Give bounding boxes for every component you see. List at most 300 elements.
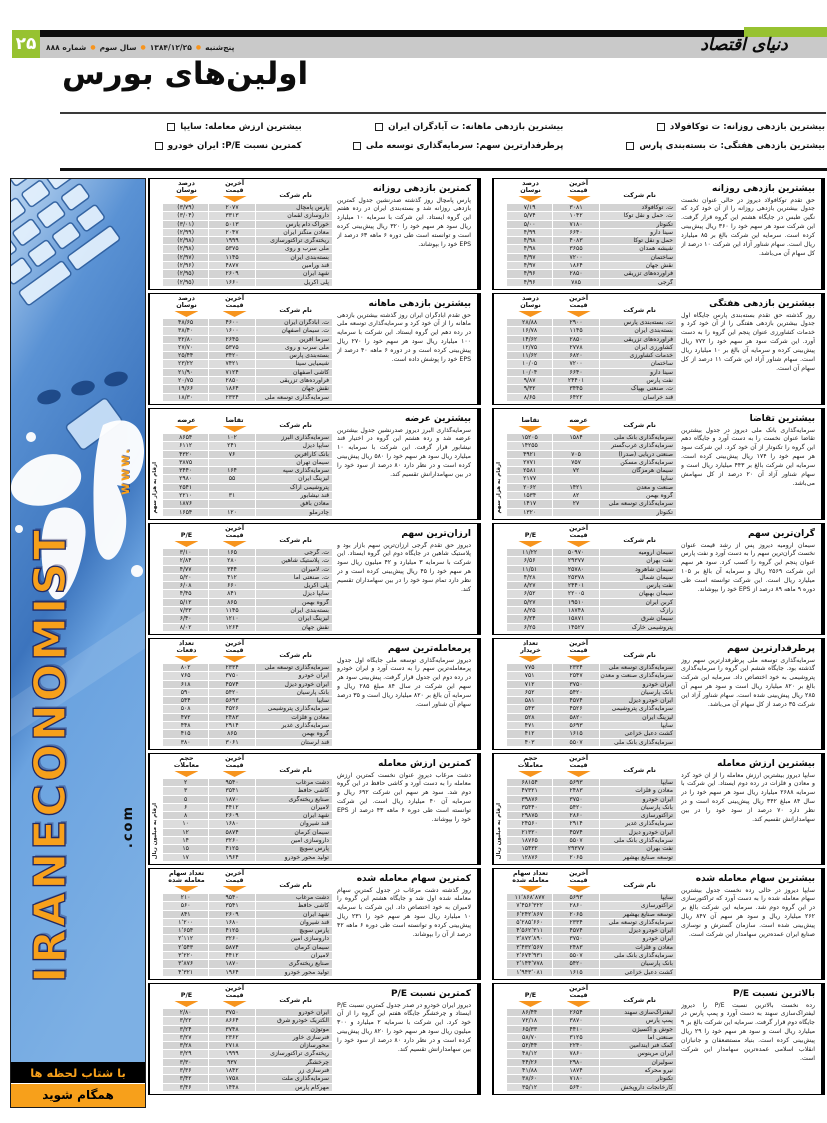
column-header-company: نام شرکت xyxy=(623,651,656,660)
company-name-cell: فنرسازی خاور xyxy=(256,1034,332,1041)
value-cell: ۴/۹۸ xyxy=(507,245,552,252)
value-cell xyxy=(209,459,254,466)
value-cell: (۲/۹۵) xyxy=(163,270,208,277)
value-cell: ۳/۲۲ xyxy=(163,1017,208,1024)
company-name-cell: سرمایه‌گذاری غدیر xyxy=(256,722,332,729)
company-name-cell: بانک پارسیان xyxy=(256,689,332,696)
table-row xyxy=(163,812,332,819)
value-cell: ۴/۹۸ xyxy=(507,237,552,244)
unit-note: ارقام به میلیون ریال xyxy=(496,802,502,859)
value-cell: ۲۹۱۴ xyxy=(553,820,598,827)
company-name-cell: گروه بهمن xyxy=(256,599,332,606)
company-name-cell: ایران خودرو دیزل xyxy=(600,697,676,704)
company-name-cell: سرمایه‌گذاری توسعه ملی xyxy=(256,664,332,671)
value-cell: ۱۴ xyxy=(163,837,208,844)
block-commentary xyxy=(679,639,821,749)
value-cell: ۷۱۲ xyxy=(507,681,552,688)
table-body xyxy=(507,434,676,516)
value-cell: (۲/۹۸) xyxy=(163,237,208,244)
sort-arrow-icon xyxy=(567,196,591,202)
value-cell: ۴۴/۲۶ xyxy=(507,1059,552,1066)
sort-arrow-icon xyxy=(174,771,198,777)
value-cell: ۴۱۲۵ xyxy=(209,927,254,934)
table-row xyxy=(507,714,676,721)
table-row xyxy=(507,360,676,367)
value-cell: ۲/۸۴ xyxy=(163,557,208,564)
company-name-cell: شهد ایران xyxy=(256,270,332,277)
value-cell: ۱۲۸۷۶ xyxy=(507,854,552,861)
table-row xyxy=(507,434,676,441)
sort-arrow-icon xyxy=(174,426,198,432)
table-row xyxy=(163,919,332,926)
company-name-cell: کشت دعبل خزاعی xyxy=(600,730,676,737)
company-name-cell: صنعت و معدن xyxy=(600,484,676,491)
block-paragraph: سرمایه‌گذاری توسعه ملی پرطرفدارترین سهم روز گذشته بود. جایگاه ششم این گروه را سرمایه‌گذاری پتروشیمی به خود اختصاص داد. سرمایه این شرکت بالغ بر ۸۲۰ میلیارد ریال است و سود هر سهم آن ۲۸۵ ریال پیش‌بینی شده است. سهام شناور آزاد این شرکت ۳۵ درصد از کل سهام آن می‌باشد. xyxy=(681,656,815,709)
value-cell: ۱۵۸۴ xyxy=(553,434,598,441)
stat-block xyxy=(148,983,481,1095)
table-row xyxy=(507,804,676,811)
value-cell: ۵۶۴۰ xyxy=(553,1084,598,1091)
value-cell: ۱۶۵۴ xyxy=(163,509,208,516)
value-cell: ۸۲ xyxy=(553,492,598,499)
table-row xyxy=(163,451,332,458)
value-cell: ۶ xyxy=(163,804,208,811)
value-cell: ۱۶/۷۸ xyxy=(507,327,552,334)
block-table xyxy=(150,524,335,634)
value-cell: ۲۳۳۴ xyxy=(209,394,254,401)
value-cell: ۵۳۷۵ xyxy=(209,245,254,252)
value-cell: ۱۹۶۴ xyxy=(209,969,254,976)
value-cell: ۲۳۳۴ xyxy=(553,919,598,926)
value-cell: ۶۱۱۲ xyxy=(163,442,208,449)
value-cell: ۸۴۱ xyxy=(209,590,254,597)
value-cell: ۲۵۳۷۸ xyxy=(553,574,598,581)
sort-arrow-icon xyxy=(518,311,542,317)
value-cell: ۸۶/۴۴ xyxy=(507,1009,552,1016)
value-cell: ۱۴۵۲۷ xyxy=(553,624,598,631)
block-paragraph: حق تقدم توکافولاد دیروز در حالی عنوان نخست جدول بیشترین بازدهی روزانه را از آن خود کرد که نگین طبس در جایگاه هشتم این گروه قرار گرفت. این شرکت سود هر سهم خود را ۳۶۰ ریال پیش‌بینی کرده است. سرمایه این شرکت بالغ بر ۸۵ میلیارد ریال است. سهام شناور آزاد این شرکت ۱۰ درصد از کل سهام آن می‌باشد. xyxy=(681,196,815,258)
company-name-cell: بانک پارسیان xyxy=(600,689,676,696)
unit-note: ارقام به هزار سهم xyxy=(496,462,502,514)
company-name-cell: رازک xyxy=(600,607,676,614)
value-cell: ۳/۲۸ xyxy=(163,1042,208,1049)
value-cell: ۴/۹۹ xyxy=(507,229,552,236)
date-part: سال سوم xyxy=(99,43,137,52)
value-cell: ۵۲/۴۴ xyxy=(507,1042,552,1049)
value-cell: ۹۵۴۰ xyxy=(209,894,254,901)
company-name-cell: سرما آفرین xyxy=(256,336,332,343)
column-header-value: تعداد سهام معامله شده xyxy=(163,870,210,892)
value-cell: (۲/۹۶) xyxy=(163,262,208,269)
company-name-cell: ایران خودرو xyxy=(256,1009,332,1016)
value-cell: ۴۶۰۰ xyxy=(209,319,254,326)
value-cell: ۶۱۸ xyxy=(163,681,208,688)
table-row xyxy=(507,739,676,746)
title-divider xyxy=(60,112,826,114)
value-cell: ۱۸۴۲ xyxy=(209,1067,254,1074)
company-name-cell: تکنوتار xyxy=(600,221,676,228)
table-header-row xyxy=(163,638,332,662)
value-cell: (۳/۰۴) xyxy=(163,212,208,219)
block-title: بیشترین بازدهی ماهانه xyxy=(368,299,471,309)
sort-arrow-icon xyxy=(223,541,247,547)
company-name-cell: دشت مرغاب xyxy=(256,779,332,786)
table-row xyxy=(507,1026,676,1033)
company-name-cell: مهرکام پارس xyxy=(256,1084,332,1091)
value-cell: ۲۴۸۳ xyxy=(209,714,254,721)
table-row xyxy=(507,722,676,729)
table-row xyxy=(163,796,332,803)
sort-arrow-icon xyxy=(223,311,247,317)
value-cell: (۳/۰۱) xyxy=(163,221,208,228)
value-cell: ۳۷۵۰ xyxy=(209,672,254,679)
company-name-cell: سیمان هرمزگان xyxy=(600,467,676,474)
table-row xyxy=(163,804,332,811)
table-row xyxy=(507,919,676,926)
sort-arrow-icon xyxy=(518,886,542,892)
value-cell: ۵۰۹۷۰ xyxy=(553,549,598,556)
summary-item-label: بیشترین بازدهی روزانه: ت توکافولاد xyxy=(669,122,825,132)
table-row xyxy=(507,336,676,343)
stat-block xyxy=(492,178,825,290)
sort-arrow-icon xyxy=(518,771,542,777)
sort-arrow-icon xyxy=(174,886,198,892)
table-header-row xyxy=(507,868,676,892)
table-header-row xyxy=(163,753,332,777)
table-row xyxy=(163,730,332,737)
value-cell: ۲۲۴۰ xyxy=(553,1042,598,1049)
table-row xyxy=(163,344,332,351)
value-cell: ۲۷۱۸ xyxy=(209,1042,254,1049)
table-body xyxy=(507,779,676,861)
block-title: بیشترین تقاضا xyxy=(749,414,815,424)
block-title: پرطرفدارترین سهم xyxy=(727,644,815,654)
table-row xyxy=(163,927,332,934)
value-cell: ۳۴۴ xyxy=(209,566,254,573)
table-header-row xyxy=(163,293,332,317)
table-row xyxy=(163,467,332,474)
company-name-cell: داروسازی امین xyxy=(256,837,332,844)
table-row xyxy=(163,549,332,556)
value-cell xyxy=(553,442,598,449)
summary-item xyxy=(322,122,564,132)
value-cell: ۵۸۷۴ xyxy=(209,829,254,836)
table-row xyxy=(507,599,676,606)
column-header-value: آخرین قیمت xyxy=(211,295,258,317)
value-cell: ۱۷۵۸ xyxy=(209,1075,254,1082)
value-cell: ۲۶۰۹ xyxy=(209,812,254,819)
value-cell: ۵/۷۴ xyxy=(507,212,552,219)
table-row xyxy=(163,599,332,606)
column-header-value: آخرین قیمت xyxy=(211,870,258,892)
table-row xyxy=(507,1009,676,1016)
table-header-row xyxy=(163,983,332,1007)
sort-arrow-icon xyxy=(223,771,247,777)
company-name-cell: معادن و فلزات xyxy=(256,714,332,721)
value-cell: ۱۱/۲۲ xyxy=(507,549,552,556)
date-part: ۱۳۸۴/۱۲/۲۵ xyxy=(149,43,192,52)
value-cell: ۱۵۲۰۵ xyxy=(507,434,552,441)
table-row xyxy=(507,796,676,803)
value-cell: ۱۴۱۷ xyxy=(507,500,552,507)
company-name-cell: ت. سیمان اصفهان xyxy=(256,327,332,334)
company-name-cell: ت. صنعتی بهپاک xyxy=(600,385,676,392)
value-cell: ۴۱۲۵ xyxy=(209,845,254,852)
column-header-value: P/E xyxy=(507,992,554,1007)
table-row xyxy=(507,1075,676,1082)
value-cell: ۵۵۰۷ xyxy=(553,952,598,959)
table-body xyxy=(507,319,676,401)
table-row xyxy=(163,590,332,597)
value-cell: ۲۷۷۸ xyxy=(553,344,598,351)
table-row xyxy=(507,927,676,934)
value-cell: ۲٬۶۷۴٬۹۳۱ xyxy=(507,952,552,959)
value-cell: ۴/۹۶ xyxy=(507,279,552,286)
block-paragraph: سیمان ارومیه دیروز پس از رشد قیمت عنوان نخست گران‌ترین سهم را به دست آورد و نفت پارس عنوان پنجم این گروه را کسب کرد. سود هر سهم این شرکت ۲۵۶۹ ریال و سرمایه آن بالغ بر ۱۰۵ میلیارد ریال است. این شرکت توانسته است طی دوره ۹ ماهه ۸۹ درصد از EPS خود را بپوشاند. xyxy=(681,541,815,594)
value-cell: ۱۹/۶۶ xyxy=(163,385,208,392)
table-row xyxy=(163,574,332,581)
value-cell xyxy=(553,509,598,516)
value-cell: ۲۱۰ xyxy=(163,894,208,901)
company-name-cell: ت. لامیران xyxy=(256,566,332,573)
table-row xyxy=(163,385,332,392)
company-name-cell: سرمایه‌گذاری غدیر xyxy=(600,820,676,827)
company-name-cell: فرآورده‌های تزریقی xyxy=(600,270,676,277)
company-name-cell: گروه بهمن xyxy=(256,730,332,737)
table-row xyxy=(507,237,676,244)
column-header-value: آخرین قیمت xyxy=(211,755,258,777)
company-name-cell: نقش جهان xyxy=(256,385,332,392)
value-cell: ۷/۱۹ xyxy=(507,204,552,211)
value-cell: ۱۶۱۵ xyxy=(553,730,598,737)
block-title: بیشترین ارزش معامله xyxy=(717,759,815,769)
company-name-cell: سرمایه‌گذاری توسعه ملی xyxy=(600,500,676,507)
stat-blocks-grid xyxy=(148,178,825,1095)
value-cell: ۴۷۳۲۱ xyxy=(507,787,552,794)
value-cell: ۳٬۸۷۲٬۸۹۰ xyxy=(507,935,552,942)
table-row xyxy=(507,854,676,861)
value-cell: ۱۶۰۰ xyxy=(209,327,254,334)
sort-arrow-icon xyxy=(223,1001,247,1007)
value-cell: ۳۸۷۰ xyxy=(553,1017,598,1024)
value-cell: (۲/۹۵) xyxy=(163,279,208,286)
unit-note: ارقام به میلیون ریال xyxy=(152,802,158,859)
table-body xyxy=(163,549,332,631)
column-header-value: حجم معاملات xyxy=(507,755,554,777)
value-cell: ۱٬۹۴۳٬۰۸۱ xyxy=(507,969,552,976)
company-name-cell: بسته‌بندی ایران xyxy=(256,254,332,261)
company-name-cell: سرمایه‌گذاری پتروشیمی xyxy=(600,705,676,712)
table-row xyxy=(507,960,676,967)
value-cell: ۵۶۹۳ xyxy=(553,722,598,729)
table-row xyxy=(507,1034,676,1041)
block-paragraph: روز گذشته حق تقدم بسته‌بندی پارس جایگاه اول جدول بیشترین بازدهی هفتگی را از آن خود کرد و خدمات کشاورزی عنوان پنجم این گروه را به دست آورد. این شرکت سود هر سهم خود را ۷۷۲ ریال پیش‌بینی کرده و سرمایه آن بالغ بر ۱۰ میلیارد ریال است. سهام شناور آزاد این شرکت ۱۱ درصد از کل سهام آن است. xyxy=(681,311,815,373)
unit-note: ارقام به هزار سهم xyxy=(152,462,158,514)
table-row xyxy=(507,582,676,589)
value-cell: ۳۹۸۷۶ xyxy=(507,796,552,803)
table-body xyxy=(163,319,332,401)
value-cell: ۱۴/۶۲ xyxy=(507,336,552,343)
value-cell: ۲۶۴۵ xyxy=(209,336,254,343)
table-row xyxy=(163,697,332,704)
company-name-cell: ت. پلاستیک شاهین xyxy=(256,557,332,564)
column-header-company: نام شرکت xyxy=(279,766,312,775)
table-row xyxy=(507,369,676,376)
company-name-cell: ت. حمل و نقل توکا xyxy=(600,212,676,219)
table-row xyxy=(507,500,676,507)
table-row xyxy=(163,607,332,614)
value-cell: ۱۴۲۵۵ xyxy=(507,442,552,449)
table-body xyxy=(163,894,332,976)
value-cell xyxy=(553,475,598,482)
value-cell: ۱۱/۶۲ xyxy=(507,352,552,359)
company-name-cell: فرآورده‌های تزریقی xyxy=(256,377,332,384)
value-cell: ۵۵۰۷ xyxy=(553,739,598,746)
block-title: کمترین بازدهی روزانه xyxy=(372,184,471,194)
value-cell: ۸۴۱ xyxy=(163,911,208,918)
table-row xyxy=(507,902,676,909)
value-cell: (۲/۹۸) xyxy=(163,245,208,252)
table-row xyxy=(507,812,676,819)
value-cell: ۳٬۲۲۰ xyxy=(163,952,208,959)
value-cell: ۲۰۴۷ xyxy=(209,229,254,236)
header-black-bar xyxy=(38,30,746,37)
sort-arrow-icon xyxy=(223,426,247,432)
table-row xyxy=(163,1042,332,1049)
company-name-cell: نفت پارس xyxy=(600,377,676,384)
table-row xyxy=(163,829,332,836)
value-cell: ۶۸۲۰ xyxy=(553,352,598,359)
value-cell: ۱۶۵ xyxy=(209,549,254,556)
company-name-cell: سرمایه‌گذاری بانک ملی xyxy=(600,434,676,441)
value-cell: ۵۶۰ xyxy=(163,902,208,909)
company-name-cell: کشت دعبل خزاعی xyxy=(600,969,676,976)
value-cell: ۴٬۳۲۱ xyxy=(163,969,208,976)
block-paragraph: سرمایه‌گذاری بانک ملی دیروز در جدول بیشترین تقاضا عنوان نخست را به دست آورد و جایگاه دهم این گروه را تکنوتار از آن خود کرد. این شرکت سود هر سهم خود را ۱۷۴ ریال پیش‌بینی کرده است. سرمایه این شرکت بالغ بر ۴۴۳ میلیارد ریال است و سهام شناور آزاد آن ۲۰ درصد از کل سهامش می‌باشد. xyxy=(681,426,815,488)
stat-block xyxy=(492,638,825,750)
value-cell: ۲۶۰۹ xyxy=(209,270,254,277)
value-cell: ۱۲۱۰ xyxy=(209,615,254,622)
value-cell: ۲۵۴۱ xyxy=(163,484,208,491)
value-cell: ۵۵۰۷ xyxy=(553,837,598,844)
value-cell: ۳۵/۱۲ xyxy=(507,1084,552,1091)
stat-block xyxy=(148,638,481,750)
table-body xyxy=(163,204,332,286)
value-cell: ۱۶۶۰ xyxy=(209,279,254,286)
company-name-cell: سایپا دیزل xyxy=(256,442,332,449)
sort-arrow-icon xyxy=(567,541,591,547)
company-name-cell: سیمان تهران xyxy=(256,459,332,466)
company-name-cell: چادرملو xyxy=(256,509,332,516)
table-row xyxy=(163,221,332,228)
company-name-cell: تکنوتار xyxy=(600,1075,676,1082)
date-line xyxy=(46,37,234,58)
company-name-cell: ایران خودرو xyxy=(600,796,676,803)
table-row xyxy=(507,451,676,458)
company-name-cell: معادن منگنز ایران xyxy=(256,229,332,236)
value-cell: ۲۸۶۰ xyxy=(553,812,598,819)
table-row xyxy=(163,681,332,688)
value-cell: ۴/۲۸ xyxy=(507,574,552,581)
value-cell: ۷۷۵ xyxy=(507,664,552,671)
value-cell: ۴۵۲۶ xyxy=(209,705,254,712)
table-row xyxy=(507,212,676,219)
value-cell: ۵۲۸ xyxy=(507,714,552,721)
value-cell: ۳۲۶۰ xyxy=(209,935,254,942)
table-row xyxy=(507,1059,676,1066)
value-cell: ۲۷۷۱ xyxy=(507,459,552,466)
value-cell: ۲۱/۹۰ xyxy=(163,369,208,376)
value-cell xyxy=(209,500,254,507)
company-name-cell: لامیران xyxy=(256,804,332,811)
value-cell: ۱۱۴۵ xyxy=(209,254,254,261)
table-row xyxy=(163,212,332,219)
table-row xyxy=(507,730,676,737)
value-cell: ۳۴۲۰ xyxy=(209,352,254,359)
company-name-cell: سینا دارو xyxy=(600,369,676,376)
value-cell: ۳۰۸۱ xyxy=(553,204,598,211)
value-cell: ۲٬۱۱۲ xyxy=(163,935,208,942)
summary-item xyxy=(322,141,564,151)
company-name-cell: پتروشیمی اراک xyxy=(256,484,332,491)
company-name-cell: نفت بهران xyxy=(600,557,676,564)
block-table xyxy=(494,409,679,519)
value-cell: ۳۸/۶۰ xyxy=(507,1075,552,1082)
table-header-row xyxy=(163,178,332,202)
table-row xyxy=(507,279,676,286)
value-cell: ۲۸۶۰ xyxy=(553,902,598,909)
table-row xyxy=(163,319,332,326)
value-cell: ۶/۵۲ xyxy=(507,590,552,597)
table-row xyxy=(163,557,332,564)
value-cell: ۱۰۴۲ xyxy=(553,212,598,219)
value-cell: ۷۵۷ xyxy=(553,459,598,466)
company-name-cell: سایپا xyxy=(600,722,676,729)
block-table xyxy=(494,179,679,289)
column-header-company: نام شرکت xyxy=(279,996,312,1005)
table-row xyxy=(507,377,676,384)
summary-item-label: بیشترین بازدهی ماهانه: ت آبادگران ایران xyxy=(388,122,564,132)
table-row xyxy=(507,221,676,228)
value-cell: ۶٬۲۴۲٬۸۶۷ xyxy=(507,911,552,918)
company-name-cell: شهد ایران xyxy=(256,911,332,918)
table-header-row xyxy=(507,293,676,317)
value-cell: ۳/۲۴ xyxy=(163,1026,208,1033)
value-cell: ۳۷۵۰ xyxy=(553,681,598,688)
checkbox-icon xyxy=(167,123,175,131)
value-cell: ۱۴۴۸ xyxy=(209,1084,254,1091)
block-table xyxy=(150,409,335,519)
value-cell: ۱۸۶۴ xyxy=(553,262,598,269)
sort-arrow-icon xyxy=(518,541,542,547)
value-cell: ۲۴۱ xyxy=(209,442,254,449)
table-row xyxy=(163,714,332,721)
value-cell: ۱۱۴۵ xyxy=(209,607,254,614)
table-header-row xyxy=(507,753,676,777)
table-header-row xyxy=(507,178,676,202)
company-name-cell: ریخته‌گری تراکتورسازی xyxy=(256,1050,332,1057)
table-row xyxy=(163,779,332,786)
value-cell: ۴۵۲۶ xyxy=(553,705,598,712)
stat-block xyxy=(492,408,825,520)
table-row xyxy=(163,689,332,696)
value-cell: ۶۶۴۰ xyxy=(553,369,598,376)
checkbox-icon xyxy=(375,123,383,131)
column-header-value: تعداد دفعات xyxy=(163,640,210,662)
table-header-row xyxy=(507,412,676,432)
company-name-cell: حمل و نقل توکا xyxy=(600,237,676,244)
company-name-cell: ایران خودرو دیزل xyxy=(600,927,676,934)
